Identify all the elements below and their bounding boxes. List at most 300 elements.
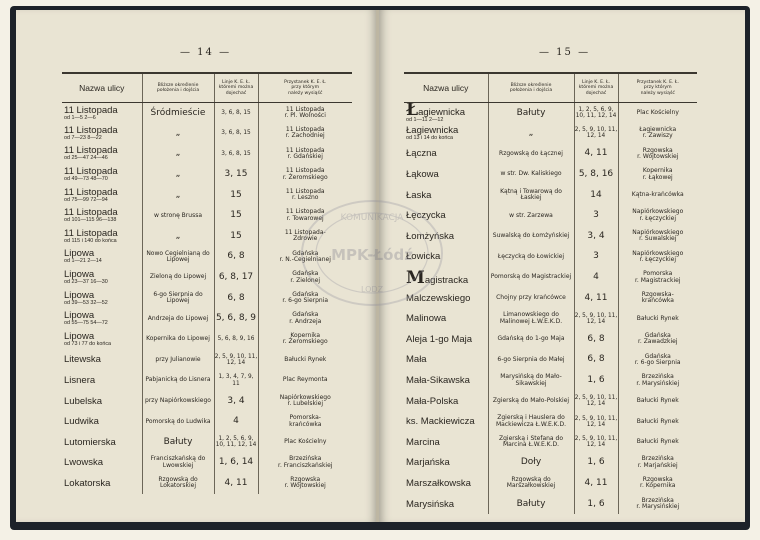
street-cell	[62, 391, 142, 412]
stop-line: Kopernika	[290, 331, 321, 339]
stop-line: r. Gdańskiej	[287, 152, 323, 160]
header-lines-line: Linje K. E. Ł.	[581, 80, 611, 86]
lines-cell: 15	[214, 185, 258, 206]
street-initial: M	[406, 267, 425, 288]
description-cell: w str. Dw. Kaliskiego	[488, 164, 574, 185]
stop-cell	[618, 329, 697, 350]
street-name: 11 Listopada	[64, 207, 118, 219]
stop-line: r. Suwalskiej	[639, 235, 677, 243]
table-row	[62, 473, 352, 494]
street-cell	[62, 411, 142, 432]
street-name: Aleja 1-go Maja	[406, 333, 473, 345]
description-cell: Marysińską do Mało-Sikawskiej	[488, 370, 574, 391]
description-cell: Kopernika do Lipowej	[142, 329, 214, 350]
street-range: od 23—37 16—30	[64, 279, 108, 286]
stop-line: Brzezińska	[641, 496, 674, 504]
lines-cell: 3, 15	[214, 164, 258, 185]
table-row	[404, 205, 697, 226]
stop-cell	[258, 391, 352, 412]
stop-line: Kątna-krańcówka	[631, 190, 684, 198]
street-name: Mała-Sikawska	[406, 375, 470, 387]
table-row	[62, 411, 352, 432]
stop-cell	[258, 432, 352, 453]
stop-line: r. Marysińskiej	[636, 379, 680, 387]
stop-line: r. Lubelskiej	[287, 400, 324, 408]
description-cell: Zgierską i Stefana do Marcina Ł.W.E.K.D.	[488, 432, 574, 453]
stop-line: Bałucki Rynek	[636, 417, 679, 425]
stop-line: r. 6-go Sierpnia	[282, 297, 329, 305]
stop-line: Napiórkowskiego	[632, 249, 684, 257]
description-cell: w str. Zarzewa	[488, 205, 574, 226]
street-name: Lipowa	[64, 248, 95, 260]
lines-cell: 4, 11	[574, 473, 618, 494]
stop-cell	[258, 453, 352, 474]
street-name: Lutomierska	[64, 436, 116, 448]
street-initial: Ł	[406, 102, 419, 121]
stop-line: Rzgowska	[290, 476, 321, 484]
stop-line: Gdańska	[644, 352, 671, 360]
description-cell: Chojny przy krańcówce	[488, 288, 574, 309]
street-range: od 49—73 48—70	[64, 176, 108, 183]
lines-cell: 1, 6	[574, 494, 618, 515]
street-cell	[62, 185, 142, 206]
street-cell	[404, 164, 488, 185]
street-range: od 1—5 2—6	[64, 114, 96, 121]
header-stop-line: należy wysiąść	[640, 90, 675, 96]
street-cell	[404, 103, 488, 124]
description-cell: Andrzeja do Lipowej	[142, 308, 214, 329]
stop-line: r. 6-go Sierpnia	[634, 358, 681, 366]
table-row	[404, 411, 697, 432]
lines-cell: 5, 6, 8, 9, 16	[214, 329, 258, 350]
header-description-line: położenia i dojścia	[509, 88, 553, 93]
street-name: Lisnera	[64, 375, 96, 387]
lines-cell: 4, 11	[214, 473, 258, 494]
lines-cell: 15	[214, 226, 258, 247]
stop-line: Gdańska	[292, 270, 319, 278]
stop-line: Rzgowska	[642, 476, 673, 484]
description-cell: przy Napiórkowskiego	[142, 391, 214, 412]
description-cell: Zgierską i Hauslera do Mackiewicza Ł.W.E.K.D.	[488, 411, 574, 432]
stop-line: r. Marjańskiej	[637, 461, 678, 469]
stop-line: 11 Listopada-	[284, 228, 326, 236]
stop-line: Bałucki Rynek	[636, 314, 679, 322]
stop-line: r. Zielonej	[290, 276, 321, 284]
street-range: od 1—11 2—12	[406, 117, 444, 124]
stop-line: 11 Listopada	[285, 187, 325, 195]
stop-cell	[618, 350, 697, 371]
stop-line: r. Franciszkańskiej	[278, 461, 333, 469]
stop-cell	[258, 350, 352, 371]
header-stop	[258, 73, 352, 103]
table-row	[62, 453, 352, 474]
street-cell	[404, 144, 488, 165]
table-row	[404, 267, 697, 288]
stop-line: r. Żeromskiego	[282, 338, 328, 346]
header-stop-line: Przystanek K. E. Ł.	[284, 80, 327, 86]
lines-cell: 6, 8, 17	[214, 267, 258, 288]
stop-cell	[618, 411, 697, 432]
street-name: Marjańska	[406, 457, 450, 469]
street-cell	[404, 411, 488, 432]
street-cell	[62, 103, 142, 124]
stop-line: Gdańska	[292, 249, 319, 257]
header-lines-line: dojechać	[585, 90, 607, 96]
lines-cell: 6, 8	[574, 329, 618, 350]
header-description	[488, 73, 574, 103]
description-cell: „	[142, 144, 214, 165]
description-cell: Zgierską do Mało-Polskiej	[488, 391, 574, 412]
lines-cell: 3	[574, 247, 618, 268]
table-row	[404, 288, 697, 309]
watermark-stamp	[297, 196, 447, 311]
stop-cell	[618, 453, 697, 474]
table-row	[62, 432, 352, 453]
table-row	[404, 144, 697, 165]
stop-line: r. Andrzeja	[289, 317, 322, 325]
header-lines-line: któremi można	[578, 85, 614, 91]
street-name: 11 Listopada	[64, 186, 118, 198]
street-cell	[62, 267, 142, 288]
street-cell	[404, 329, 488, 350]
stop-cell	[618, 226, 697, 247]
street-cell	[62, 350, 142, 371]
lines-cell: 2, 5, 9, 10, 11, 12, 14	[574, 123, 618, 144]
description-cell: „	[142, 123, 214, 144]
table-row	[62, 144, 352, 165]
street-name: Lipowa	[64, 269, 95, 281]
street-name: Łowicka	[406, 251, 441, 263]
stop-line: r. Towarowej	[286, 214, 324, 222]
stop-line: r. Żeromskiego	[282, 173, 328, 181]
street-name: Ludwika	[64, 416, 99, 428]
street-cell	[62, 247, 142, 268]
street-name: Łagiewnicka	[406, 124, 459, 136]
street-range: od 101—115 96—138	[64, 217, 117, 224]
street-cell	[62, 123, 142, 144]
page-number: — 15 —	[539, 47, 591, 58]
table-row	[404, 391, 697, 412]
description-cell: Zieloną do Lipowej	[142, 267, 214, 288]
stop-line: krańcówka	[289, 420, 322, 428]
stop-line: Kopernika	[642, 167, 673, 175]
description-cell: Suwalską do Łomżyńskiej	[488, 226, 574, 247]
table-row	[404, 247, 697, 268]
street-name: ks. Mackiewicza	[406, 416, 475, 428]
header-stop-line: przy którym	[643, 85, 672, 91]
street-range: od 7—23 8—22	[64, 134, 102, 141]
header-description	[142, 73, 214, 103]
header-description-line: położenia i dojścia	[156, 88, 200, 93]
stop-cell	[618, 144, 697, 165]
street-range: od 55—75 54—72	[64, 320, 108, 327]
street-range: od 25—47 24—46	[64, 155, 108, 162]
stop-line: r. Marysińskiej	[636, 503, 680, 511]
page-number: — 14 —	[180, 47, 232, 58]
lines-cell: 1, 2, 5, 6, 9, 10, 11, 12, 14	[574, 103, 618, 124]
table-row	[404, 103, 697, 124]
stop-line: Rzgowska-	[641, 290, 674, 298]
stop-cell	[258, 103, 352, 124]
header-description-line: Bliższe określenie	[157, 82, 199, 88]
stop-line: Brzezińska	[641, 373, 674, 381]
stop-line: krańcówka	[641, 297, 674, 305]
street-name: Marysińska	[406, 498, 455, 510]
street-cell	[62, 329, 142, 350]
street-name: Marcina	[406, 436, 440, 448]
header-lines	[214, 73, 258, 103]
stamp-sub-text: LODZ	[360, 285, 384, 294]
description-cell: Rzgowską do Łącznej	[488, 144, 574, 165]
stop-cell	[618, 267, 697, 288]
table-row	[404, 185, 697, 206]
description-cell: „	[142, 164, 214, 185]
stop-line: Gdańska	[292, 311, 319, 319]
header-stop-line: Przystanek K. E. Ł.	[636, 80, 679, 86]
stop-line: r. Pl. Wolności	[284, 112, 326, 120]
street-range: od 13 i 14 do końca	[406, 134, 454, 141]
stop-cell	[618, 185, 697, 206]
street-name: Litewska	[64, 354, 101, 366]
description-cell: Rzgowską do Lokatorskiej	[142, 473, 214, 494]
stop-line: 11 Listopada	[285, 146, 325, 154]
street-name: 11 Listopada	[64, 145, 118, 157]
header-stop-line: przy którym	[291, 85, 320, 91]
description-cell: Gdańską do 1-go Maja	[488, 329, 574, 350]
lines-cell: 4	[574, 267, 618, 288]
stop-cell	[618, 370, 697, 391]
stop-line: r. Kopernika	[640, 482, 676, 490]
lines-cell: 2, 5, 9, 10, 11, 12, 14	[574, 411, 618, 432]
header-description-line: Bliższe określenie	[510, 82, 552, 88]
table-row	[62, 370, 352, 391]
lines-cell: 5, 6, 8, 9	[214, 308, 258, 329]
stop-cell	[618, 205, 697, 226]
street-cell	[404, 432, 488, 453]
stop-line: Gdańska	[292, 290, 319, 298]
description-cell: „	[142, 185, 214, 206]
description-cell: 6-go Sierpnia do Lipowej	[142, 288, 214, 309]
stop-line: r. Łęczyckiej	[639, 255, 677, 263]
header-stop-line: należy wysiąść	[288, 90, 323, 96]
lines-cell: 1, 6	[574, 370, 618, 391]
street-range: od 75—99 72—94	[64, 196, 108, 203]
street-name: 11 Listopada	[64, 166, 118, 178]
stop-line: Łagiewnicka	[639, 125, 677, 133]
street-name: Lubelska	[64, 395, 103, 407]
stop-cell	[258, 164, 352, 185]
street-cell	[62, 473, 142, 494]
street-name: Lipowa	[64, 330, 95, 342]
stop-line: Brzezińska	[641, 455, 674, 463]
street-name: Lokatorska	[64, 477, 111, 489]
street-name: Lwowska	[64, 457, 104, 469]
street-cell	[62, 164, 142, 185]
street-cell	[62, 144, 142, 165]
street-cell	[62, 288, 142, 309]
table-row	[62, 123, 352, 144]
description-cell: Kątną i Towarową do Łaskiej	[488, 185, 574, 206]
stop-cell	[618, 494, 697, 515]
stop-line: Pomorska-	[289, 414, 321, 422]
street-cell	[62, 453, 142, 474]
header-lines	[574, 73, 618, 103]
lines-cell: 3, 6, 8, 15	[214, 103, 258, 124]
stop-line: Pomorska	[643, 270, 673, 278]
stop-line: r. Wójtowskiej	[284, 482, 326, 490]
lines-cell: 3, 4	[574, 226, 618, 247]
lines-cell: 6, 8	[214, 288, 258, 309]
stop-line: r. Wójtowskiej	[637, 152, 679, 160]
street-cell	[404, 391, 488, 412]
table-row	[404, 453, 697, 474]
stop-line: Bałucki Rynek	[284, 355, 327, 363]
stop-line: r. Magistrackiej	[635, 276, 681, 284]
street-cell	[404, 370, 488, 391]
street-name: Łaska	[406, 189, 432, 201]
street-cell	[404, 473, 488, 494]
description-cell: Śródmieście	[142, 103, 214, 124]
stop-cell	[258, 144, 352, 165]
description-cell: 6-go Sierpnia do Małej	[488, 350, 574, 371]
street-name: Mała	[406, 354, 427, 366]
stop-cell	[618, 308, 697, 329]
description-cell: „	[142, 226, 214, 247]
description-cell: Limanowskiego do Malinowej Ł.W.E.K.D.	[488, 308, 574, 329]
stop-cell	[258, 308, 352, 329]
street-name: Malinowa	[406, 313, 447, 325]
table-row	[62, 308, 352, 329]
lines-cell: 4, 11	[574, 288, 618, 309]
street-name: Łęczycka	[406, 210, 446, 222]
stop-line: r. Zawadzkiej	[637, 338, 678, 346]
street-cell	[62, 432, 142, 453]
table-row	[62, 164, 352, 185]
street-range: od 39—53 32—52	[64, 299, 108, 306]
stop-cell	[618, 123, 697, 144]
stop-line: Napiórkowskiego	[632, 228, 684, 236]
lines-cell: 5, 8, 16	[574, 164, 618, 185]
lines-cell: 2, 5, 9, 10, 11, 12, 14	[574, 391, 618, 412]
table-row	[404, 164, 697, 185]
street-range: od 1—21 2—14	[64, 258, 102, 265]
stop-line: 11 Listopada	[285, 167, 325, 175]
description-cell: Bałuty	[488, 103, 574, 124]
stop-line: r. Zawiszy	[642, 132, 673, 140]
table-row	[404, 432, 697, 453]
description-cell: „	[488, 123, 574, 144]
street-name: Marszałkowska	[406, 477, 471, 489]
description-cell: Bałuty	[488, 494, 574, 515]
stop-cell	[258, 473, 352, 494]
street-name: 11 Listopada	[64, 227, 118, 239]
street-cell	[404, 308, 488, 329]
table-row	[62, 103, 352, 124]
stop-cell	[618, 103, 697, 124]
description-cell: Łęczycką do Łowickiej	[488, 247, 574, 268]
lines-cell: 14	[574, 185, 618, 206]
stamp-main-text: MPK-Łódź	[331, 246, 413, 264]
description-cell: Pabjanicką do Lisnera	[142, 370, 214, 391]
table-row	[404, 370, 697, 391]
table-row	[404, 123, 697, 144]
lines-cell: 4	[214, 411, 258, 432]
street-cell	[404, 453, 488, 474]
table-row	[404, 329, 697, 350]
stop-line: 11 Listopada	[285, 105, 325, 113]
stop-line: Plac Reymonta	[282, 376, 328, 384]
description-cell: Bałuty	[142, 432, 214, 453]
street-cell	[62, 226, 142, 247]
stop-line: Bałucki Rynek	[636, 396, 679, 404]
lines-cell: 15	[214, 205, 258, 226]
lines-cell: 3, 6, 8, 15	[214, 123, 258, 144]
lines-cell: 3	[574, 205, 618, 226]
lines-cell: 6, 8	[214, 247, 258, 268]
street-name: agistracka	[424, 274, 469, 286]
street-range: od 73 i 77 do końca	[64, 340, 112, 347]
street-name: Lipowa	[64, 289, 95, 301]
header-lines-line: Linje K. E. Ł.	[221, 80, 251, 86]
lines-cell: 4, 11	[574, 144, 618, 165]
street-range: od 115 i 140 do końca	[64, 237, 117, 244]
stop-line: 11 Listopada	[285, 125, 325, 133]
stop-line: Bałucki Rynek	[636, 438, 679, 446]
stop-line: r. Łąkowej	[642, 173, 673, 181]
lines-cell: 6, 8	[574, 350, 618, 371]
stop-line: Plac Kościelny	[636, 108, 679, 116]
table-row	[404, 226, 697, 247]
stop-cell	[618, 164, 697, 185]
stop-cell	[618, 247, 697, 268]
description-cell: w stronę Brussa	[142, 205, 214, 226]
stop-cell	[258, 370, 352, 391]
street-name: Łączna	[406, 148, 437, 160]
header-lines-line: dojechać	[225, 90, 247, 96]
stop-line: Gdańska	[644, 331, 671, 339]
description-cell: Pomorską do Magistrackiej	[488, 267, 574, 288]
lines-cell: 2, 5, 9, 10, 11, 12, 14	[574, 308, 618, 329]
stop-line: r. Zachodniej	[285, 132, 325, 140]
stop-cell	[258, 123, 352, 144]
stop-cell	[258, 329, 352, 350]
street-name: Lipowa	[64, 310, 95, 322]
stop-cell	[258, 411, 352, 432]
header-lines-line: któremi można	[218, 85, 254, 91]
street-name: Łomżyńska	[406, 230, 455, 242]
stop-line: r. Łęczyckiej	[639, 214, 677, 222]
description-cell: Rzgowską do Marszałkowskiej	[488, 473, 574, 494]
stop-cell	[618, 432, 697, 453]
table-row	[404, 308, 697, 329]
lines-cell: 1, 2, 5, 6, 9, 10, 11, 12, 14	[214, 432, 258, 453]
stop-line: Plac Kościelny	[284, 438, 327, 446]
street-name: Łąkowa	[406, 169, 439, 181]
table-row	[404, 473, 697, 494]
lines-cell: 2, 5, 9, 10, 11, 12, 14	[214, 350, 258, 371]
street-name: 11 Listopada	[64, 124, 118, 136]
stop-line: Brzezińska	[289, 455, 322, 463]
street-cell	[62, 205, 142, 226]
street-cell	[404, 494, 488, 515]
lines-cell: 1, 6	[574, 453, 618, 474]
stop-line: 11 Listopada	[285, 208, 325, 216]
lines-cell: 3, 4	[214, 391, 258, 412]
table-row	[404, 350, 697, 371]
stop-line: Rzgowska	[642, 146, 673, 154]
stop-line: r. Leszno	[292, 194, 319, 202]
street-cell	[404, 350, 488, 371]
